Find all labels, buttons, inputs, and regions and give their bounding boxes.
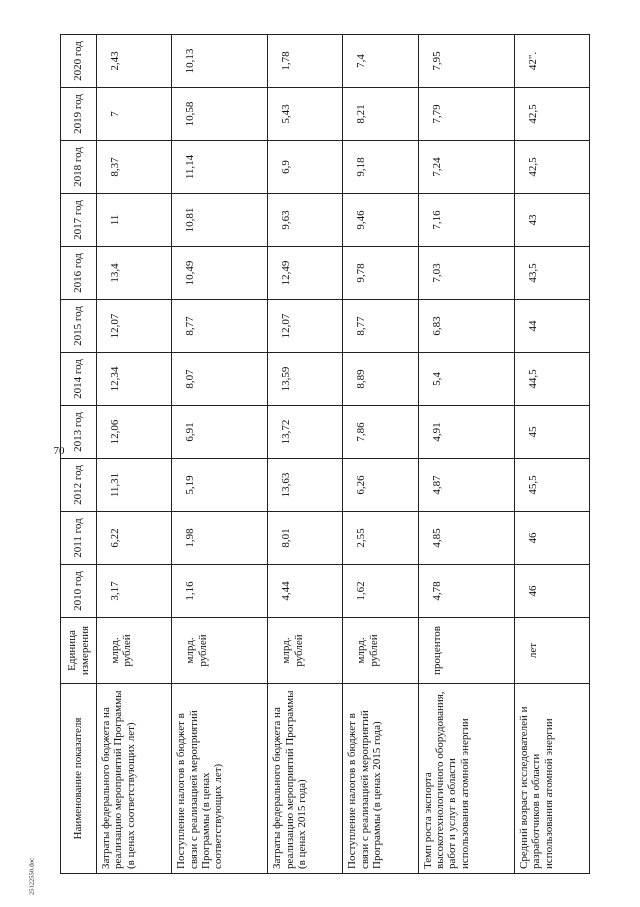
value-cell: 6,91 — [172, 406, 268, 459]
value-cell: 11,14 — [172, 141, 268, 194]
value-cell: 9,46 — [343, 194, 418, 247]
value-cell: 11,31 — [97, 459, 172, 512]
value-cell: 8,77 — [343, 300, 418, 353]
value-cell: 1,98 — [172, 512, 268, 565]
value-cell: 44 — [514, 300, 589, 353]
header-year: 2018 год — [61, 141, 97, 194]
indicator-name-cell: Средний возраст исследователей и разработчиков в области использования атомной энергии — [514, 684, 589, 874]
value-cell: 46 — [514, 565, 589, 618]
table-row — [172, 35, 268, 874]
value-cell: 12,07 — [268, 300, 343, 353]
value-cell: 5,43 — [268, 88, 343, 141]
value-cell: 45,5 — [514, 459, 589, 512]
value-cell: 10,13 — [172, 35, 268, 88]
header-year: 2011 год — [61, 512, 97, 565]
value-cell: 7,86 — [343, 406, 418, 459]
value-cell: 4,87 — [418, 459, 514, 512]
value-cell: 9,18 — [343, 141, 418, 194]
value-cell: 9,63 — [268, 194, 343, 247]
value-cell: 8,21 — [343, 88, 418, 141]
unit-cell: млрд. рублей — [343, 618, 418, 684]
value-cell: 8,37 — [97, 141, 172, 194]
value-cell: 4,44 — [268, 565, 343, 618]
value-cell: 8,89 — [343, 353, 418, 406]
unit-cell: млрд. рублей — [268, 618, 343, 684]
value-cell: 2,55 — [343, 512, 418, 565]
indicator-name-cell: Затраты федерального бюджета на реализацию мероприятий Программы (в ценах 2015 года) — [268, 684, 343, 874]
value-cell: 4,78 — [418, 565, 514, 618]
unit-cell: процентов — [418, 618, 514, 684]
table-row — [97, 35, 172, 874]
value-cell: 12,06 — [97, 406, 172, 459]
value-cell: 2,43 — [97, 35, 172, 88]
value-cell: 43,5 — [514, 247, 589, 300]
value-cell: 1,78 — [268, 35, 343, 88]
value-cell: 1,16 — [172, 565, 268, 618]
value-cell: 1,62 — [343, 565, 418, 618]
value-cell: 13,59 — [268, 353, 343, 406]
indicator-name-cell: Темп роста экспорта высокотехнологичного оборудования, работ и услуг в области использования атомной энергии — [418, 684, 514, 874]
table-row — [514, 35, 589, 874]
value-cell: 13,72 — [268, 406, 343, 459]
value-cell: 7,79 — [418, 88, 514, 141]
value-cell: 42". — [514, 35, 589, 88]
table-row — [268, 35, 343, 874]
indicator-name-cell: Поступление налогов в бюджет в связи с реализацией мероприятий Программы (в ценах 2015 года) — [343, 684, 418, 874]
value-cell: 7 — [97, 88, 172, 141]
value-cell: 8,77 — [172, 300, 268, 353]
value-cell: 11 — [97, 194, 172, 247]
value-cell: 13,63 — [268, 459, 343, 512]
value-cell: 6,22 — [97, 512, 172, 565]
indicator-name-cell: Затраты федерального бюджета на реализацию мероприятий Программы (в ценах соответствующих лет) — [97, 684, 172, 874]
value-cell: 5,19 — [172, 459, 268, 512]
value-cell: 10,58 — [172, 88, 268, 141]
value-cell: 45 — [514, 406, 589, 459]
value-cell: 9,78 — [343, 247, 418, 300]
value-cell: 13,4 — [97, 247, 172, 300]
header-year: 2014 год — [61, 353, 97, 406]
unit-cell: лет — [514, 618, 589, 684]
value-cell: 12,07 — [97, 300, 172, 353]
header-year: 2010 год — [61, 565, 97, 618]
value-cell: 8,01 — [268, 512, 343, 565]
value-cell: 6,83 — [418, 300, 514, 353]
value-cell: 5,4 — [418, 353, 514, 406]
page-number: 70 — [53, 445, 65, 457]
value-cell: 7,16 — [418, 194, 514, 247]
value-cell: 12,49 — [268, 247, 343, 300]
value-cell: 42,5 — [514, 141, 589, 194]
indicator-name-cell: Поступление налогов в бюджет в связи с реализацией мероприятий Программы (в ценах соответствующих лет) — [172, 684, 268, 874]
value-cell: 10,81 — [172, 194, 268, 247]
value-cell: 7,03 — [418, 247, 514, 300]
header-year: 2016 год — [61, 247, 97, 300]
value-cell: 10,49 — [172, 247, 268, 300]
header-year: 2013 год — [61, 406, 97, 459]
header-indicator-name: Наименование показателя — [61, 684, 97, 874]
value-cell: 4,85 — [418, 512, 514, 565]
value-cell: 44,5 — [514, 353, 589, 406]
header-year: 2019 год — [61, 88, 97, 141]
value-cell: 4,91 — [418, 406, 514, 459]
value-cell: 42,5 — [514, 88, 589, 141]
value-cell: 12,34 — [97, 353, 172, 406]
document-code: 25122550.doc — [28, 858, 36, 896]
header-year: 2017 год — [61, 194, 97, 247]
header-year: 2015 год — [61, 300, 97, 353]
value-cell: 7,24 — [418, 141, 514, 194]
header-year: 2020 год — [61, 35, 97, 88]
value-cell: 3,17 — [97, 565, 172, 618]
indicators-table — [60, 34, 590, 874]
header-year: 2012 год — [61, 459, 97, 512]
unit-cell: млрд. рублей — [172, 618, 268, 684]
value-cell: 43 — [514, 194, 589, 247]
table-row — [343, 35, 418, 874]
value-cell: 7,4 — [343, 35, 418, 88]
table-row — [418, 35, 514, 874]
value-cell: 6,9 — [268, 141, 343, 194]
table-header-row — [61, 35, 97, 874]
value-cell: 7,95 — [418, 35, 514, 88]
value-cell: 8,07 — [172, 353, 268, 406]
unit-cell: млрд. рублей — [97, 618, 172, 684]
rotated-table-container — [60, 34, 590, 874]
value-cell: 6,26 — [343, 459, 418, 512]
header-unit: Единица измерения — [61, 618, 97, 684]
value-cell: 46 — [514, 512, 589, 565]
